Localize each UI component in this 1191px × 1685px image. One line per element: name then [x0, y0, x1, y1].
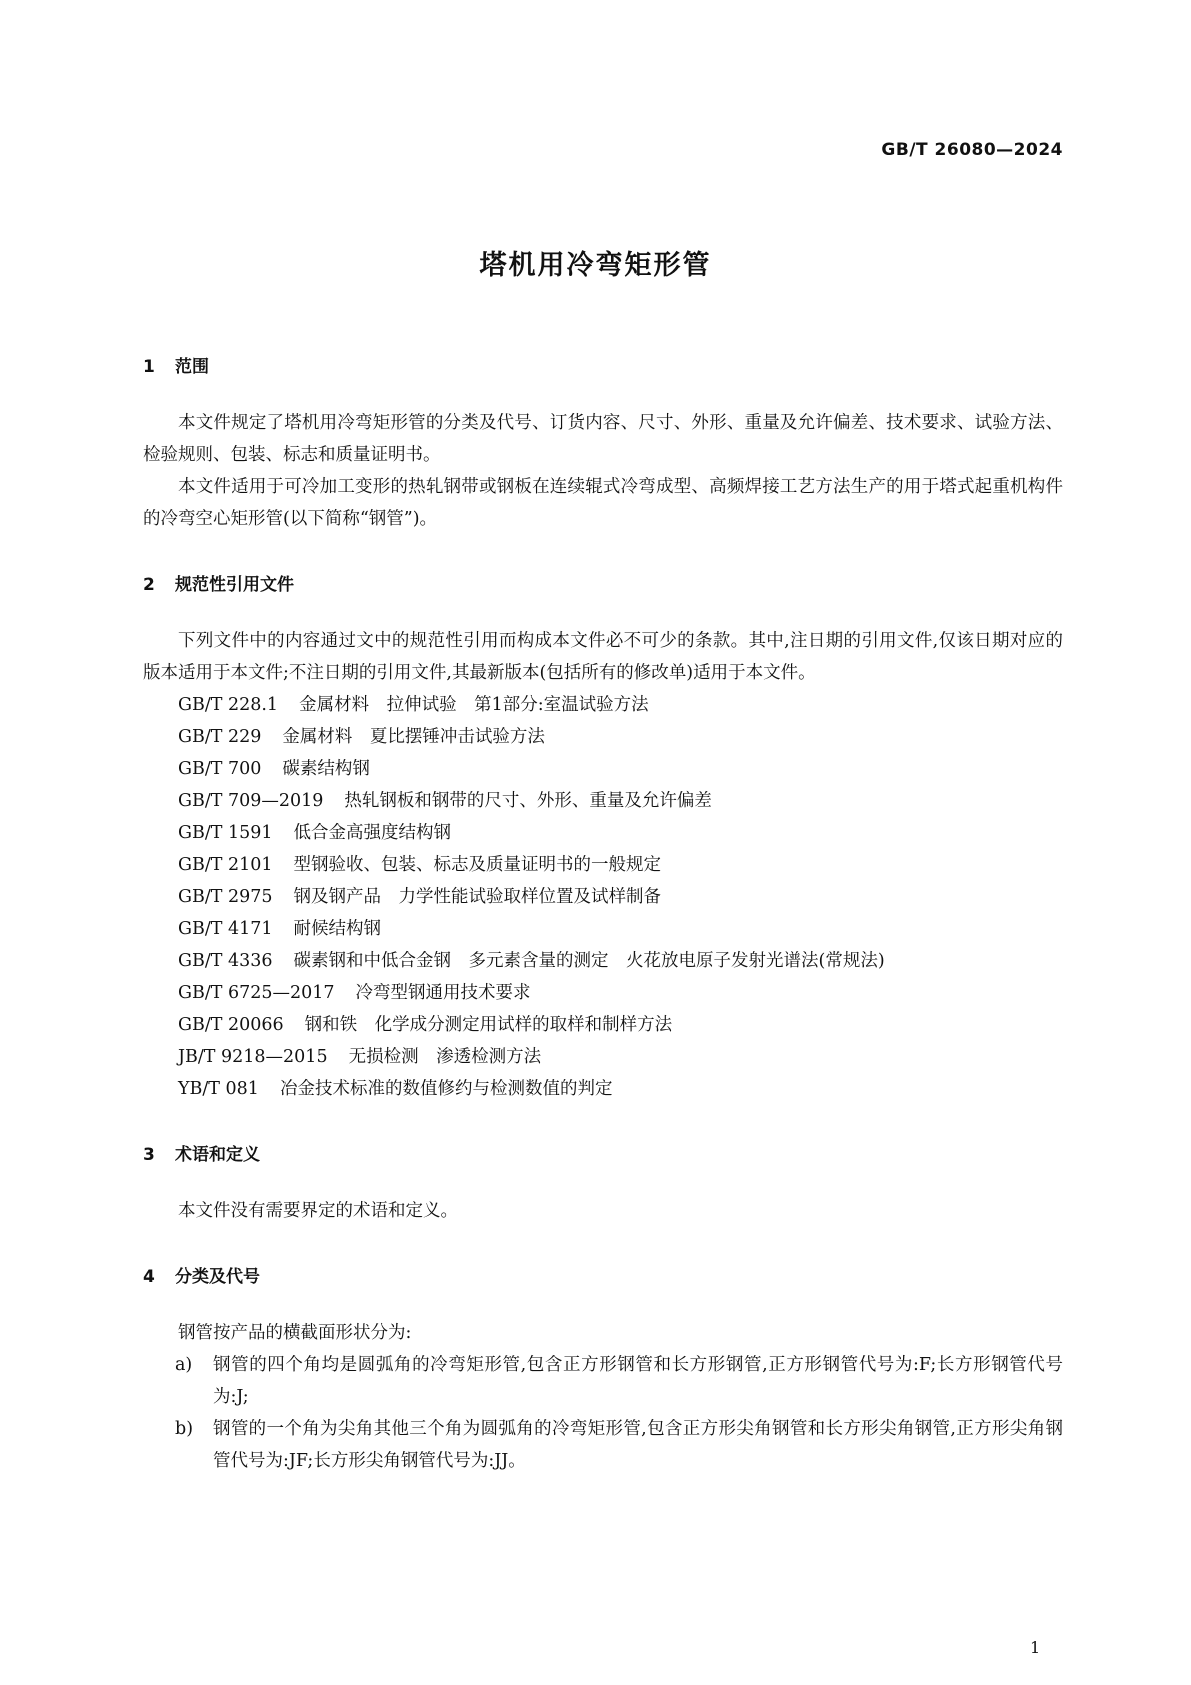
reference-title: 碳素钢和中低合金钢 多元素含量的测定 火花放电原子发射光谱法(常规法) — [293, 951, 885, 971]
list-item — [143, 1349, 1063, 1413]
section-4-heading — [143, 1265, 1063, 1289]
reference-code: GB/T 1591 — [178, 823, 273, 843]
reference-item — [143, 1073, 1063, 1105]
reference-item — [143, 817, 1063, 849]
reference-code: GB/T 228.1 — [178, 695, 279, 715]
section-3-number: 3 — [143, 1145, 155, 1165]
reference-title: 冷弯型钢通用技术要求 — [355, 983, 531, 1003]
section-2-title: 规范性引用文件 — [175, 575, 294, 595]
document-body — [143, 355, 1063, 1477]
reference-title: 热轧钢板和钢带的尺寸、外形、重量及允许偏差 — [344, 791, 712, 811]
reference-title: 低合金高强度结构钢 — [293, 823, 452, 843]
reference-item — [143, 977, 1063, 1009]
reference-title: 冶金技术标准的数值修约与检测数值的判定 — [279, 1079, 613, 1099]
reference-item — [143, 849, 1063, 881]
reference-list — [143, 689, 1063, 1105]
reference-code: GB/T 20066 — [178, 1015, 284, 1035]
section-2-heading — [143, 573, 1063, 597]
reference-item — [143, 721, 1063, 753]
section-1-title: 范围 — [175, 357, 209, 377]
list-item — [143, 1413, 1063, 1477]
standard-code: GB/T 26080—2024 — [881, 140, 1063, 160]
page-number: 1 — [1030, 1638, 1041, 1657]
reference-code: GB/T 709—2019 — [178, 791, 324, 811]
reference-code: GB/T 4171 — [178, 919, 273, 939]
section-3-text: 本文件没有需要界定的术语和定义。 — [178, 1201, 458, 1221]
reference-code: GB/T 2101 — [178, 855, 273, 875]
section-4-title: 分类及代号 — [175, 1267, 260, 1287]
section-1-number: 1 — [143, 357, 155, 377]
reference-code: GB/T 4336 — [178, 951, 273, 971]
reference-item — [143, 945, 1063, 977]
reference-code: GB/T 2975 — [178, 887, 273, 907]
list-item-text: 钢管的四个角均是圆弧角的冷弯矩形管,包含正方形钢管和长方形钢管,正方形钢管代号为:F;长方形钢管代号为:J; — [213, 1355, 1063, 1407]
reference-title: 无损检测 渗透检测方法 — [348, 1047, 542, 1067]
section-1-heading — [143, 355, 1063, 379]
section-1-paragraph-2: 本文件适用于可冷加工变形的热轧钢带或钢板在连续辊式冷弯成型、高频焊接工艺方法生产的用于塔式起重机构件的冷弯空心矩形管(以下简称“钢管”)。 — [143, 477, 1063, 529]
reference-item — [143, 1009, 1063, 1041]
reference-code: GB/T 229 — [178, 727, 262, 747]
reference-item — [143, 881, 1063, 913]
reference-code: YB/T 081 — [178, 1079, 259, 1099]
reference-title: 金属材料 拉伸试验 第1部分:室温试验方法 — [299, 695, 649, 715]
section-4-intro: 钢管按产品的横截面形状分为: — [178, 1323, 412, 1343]
list-item-label: a) — [175, 1355, 193, 1375]
reference-code: GB/T 6725—2017 — [178, 983, 335, 1003]
reference-item — [143, 785, 1063, 817]
list-item-text: 钢管的一个角为尖角其他三个角为圆弧角的冷弯矩形管,包含正方形尖角钢管和长方形尖角钢管,正方形尖角钢管代号为:JF;长方形尖角钢管代号为:JJ。 — [213, 1419, 1063, 1471]
section-4-number: 4 — [143, 1267, 155, 1287]
section-2-intro: 下列文件中的内容通过文中的规范性引用而构成本文件必不可少的条款。其中,注日期的引用文件,仅该日期对应的版本适用于本文件;不注日期的引用文件,其最新版本(包括所有的修改单)适用于本文件。 — [143, 631, 1063, 683]
reference-code: JB/T 9218—2015 — [178, 1047, 328, 1067]
section-3-title: 术语和定义 — [175, 1145, 260, 1165]
reference-item — [143, 753, 1063, 785]
document-title: 塔机用冷弯矩形管 — [479, 250, 712, 281]
reference-item — [143, 689, 1063, 721]
section-2-number: 2 — [143, 575, 155, 595]
classification-list — [143, 1349, 1063, 1477]
reference-title: 碳素结构钢 — [282, 759, 370, 779]
reference-title: 钢和铁 化学成分测定用试样的取样和制样方法 — [304, 1015, 673, 1035]
list-item-label: b) — [175, 1419, 194, 1439]
reference-title: 型钢验收、包装、标志及质量证明书的一般规定 — [293, 855, 662, 875]
section-1-paragraph-1: 本文件规定了塔机用冷弯矩形管的分类及代号、订货内容、尺寸、外形、重量及允许偏差、技术要求、试验方法、检验规则、包装、标志和质量证明书。 — [143, 413, 1063, 465]
reference-item — [143, 1041, 1063, 1073]
reference-title: 钢及钢产品 力学性能试验取样位置及试样制备 — [293, 887, 662, 907]
reference-title: 金属材料 夏比摆锤冲击试验方法 — [282, 727, 545, 747]
section-3-heading — [143, 1143, 1063, 1167]
reference-item — [143, 913, 1063, 945]
reference-code: GB/T 700 — [178, 759, 262, 779]
reference-title: 耐候结构钢 — [293, 919, 382, 939]
